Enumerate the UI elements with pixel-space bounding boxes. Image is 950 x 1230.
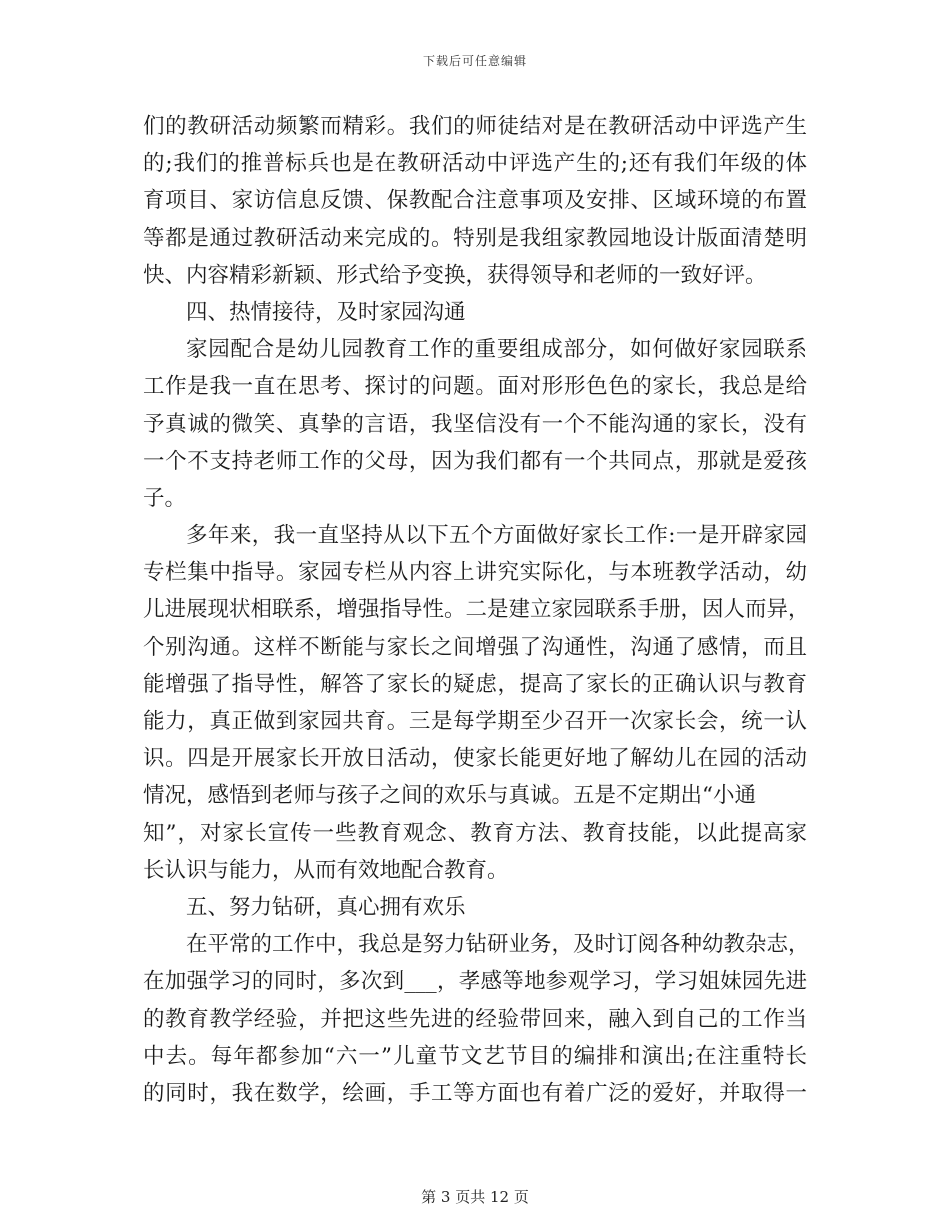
text-line: 中去。每年都参加“六一”儿童节文艺节目的编排和演出;在注重特长 bbox=[143, 1043, 807, 1069]
text-line: 个别沟通。这样不断能与家长之间增强了沟通性，沟通了感情，而且 bbox=[143, 634, 807, 660]
paragraph-first-line: 在平常的工作中，我总是努力钻研业务，及时订阅各种幼教杂志， bbox=[186, 932, 810, 958]
section-heading: 五、努力钻研，真心拥有欢乐 bbox=[186, 894, 466, 920]
text-line: 专栏集中指导。家园专栏从内容上讲究实际化，与本班教学活动，幼 bbox=[143, 560, 807, 586]
page-header: 下载后可任意编辑 bbox=[422, 54, 527, 68]
section-heading: 四、热情接待，及时家园沟通 bbox=[186, 299, 466, 325]
text-line: 能增强了指导性，解答了家长的疑虑，提高了家长的正确认识与教育 bbox=[143, 671, 807, 697]
text-line: 工作是我一直在思考、探讨的问题。面对形形色色的家长，我总是给 bbox=[143, 374, 807, 400]
paragraph-first-line: 家园配合是幼儿园教育工作的重要组成部分，如何做好家园联系 bbox=[186, 337, 807, 363]
text-line: 育项目、家访信息反馈、保教配合注意事项及安排、区域环境的布置 bbox=[143, 188, 807, 214]
text-line: 予真诚的微笑、真挚的言语，我坚信没有一个不能沟通的家长，没有 bbox=[143, 411, 807, 437]
text-line: 知”，对家长宣传一些教育观念、教育方法、教育技能，以此提高家 bbox=[143, 820, 807, 846]
text-line: 们的教研活动频繁而精彩。我们的师徒结对是在教研活动中评选产生 bbox=[143, 114, 807, 139]
text-line: 在加强学习的同时，多次到___，孝感等地参观学习，学习姐妹园先进 bbox=[143, 969, 807, 995]
text-line: 情况，感悟到老师与孩子之间的欢乐与真诚。五是不定期出“小通 bbox=[143, 783, 756, 809]
text-line: 的;我们的推普标兵也是在教研活动中评选产生的;还有我们年级的体 bbox=[143, 151, 807, 177]
text-line: 的同时，我在数学，绘画，手工等方面也有着广泛的爱好，并取得一 bbox=[143, 1080, 807, 1106]
paragraph-first-line: 多年来，我一直坚持从以下五个方面做好家长工作:一是开辟家园 bbox=[186, 523, 807, 549]
text-line: 识。四是开展家长开放日活动，使家长能更好地了解幼儿在园的活动 bbox=[143, 746, 807, 772]
text-line: 子。 bbox=[143, 485, 187, 511]
text-line: 一个不支持老师工作的父母，因为我们都有一个共同点，那就是爱孩 bbox=[143, 448, 807, 474]
text-line: 的教育教学经验，并把这些先进的经验带回来，融入到自己的工作当 bbox=[143, 1006, 807, 1032]
text-line: 能力，真正做到家园共育。三是每学期至少召开一次家长会，统一认 bbox=[143, 709, 807, 734]
page-footer: 第 3 页共 12 页 bbox=[421, 1188, 529, 1206]
text-line: 等都是通过教研活动来完成的。特别是我组家教园地设计版面清楚明 bbox=[143, 225, 807, 251]
text-line: 快、内容精彩新颖、形式给予变换，获得领导和老师的一致好评。 bbox=[143, 262, 767, 288]
document-body bbox=[143, 108, 810, 1112]
text-line: 长认识与能力，从而有效地配合教育。 bbox=[143, 857, 509, 883]
text-line: 儿进展现状相联系，增强指导性。二是建立家园联系手册，因人而异， bbox=[143, 597, 810, 623]
